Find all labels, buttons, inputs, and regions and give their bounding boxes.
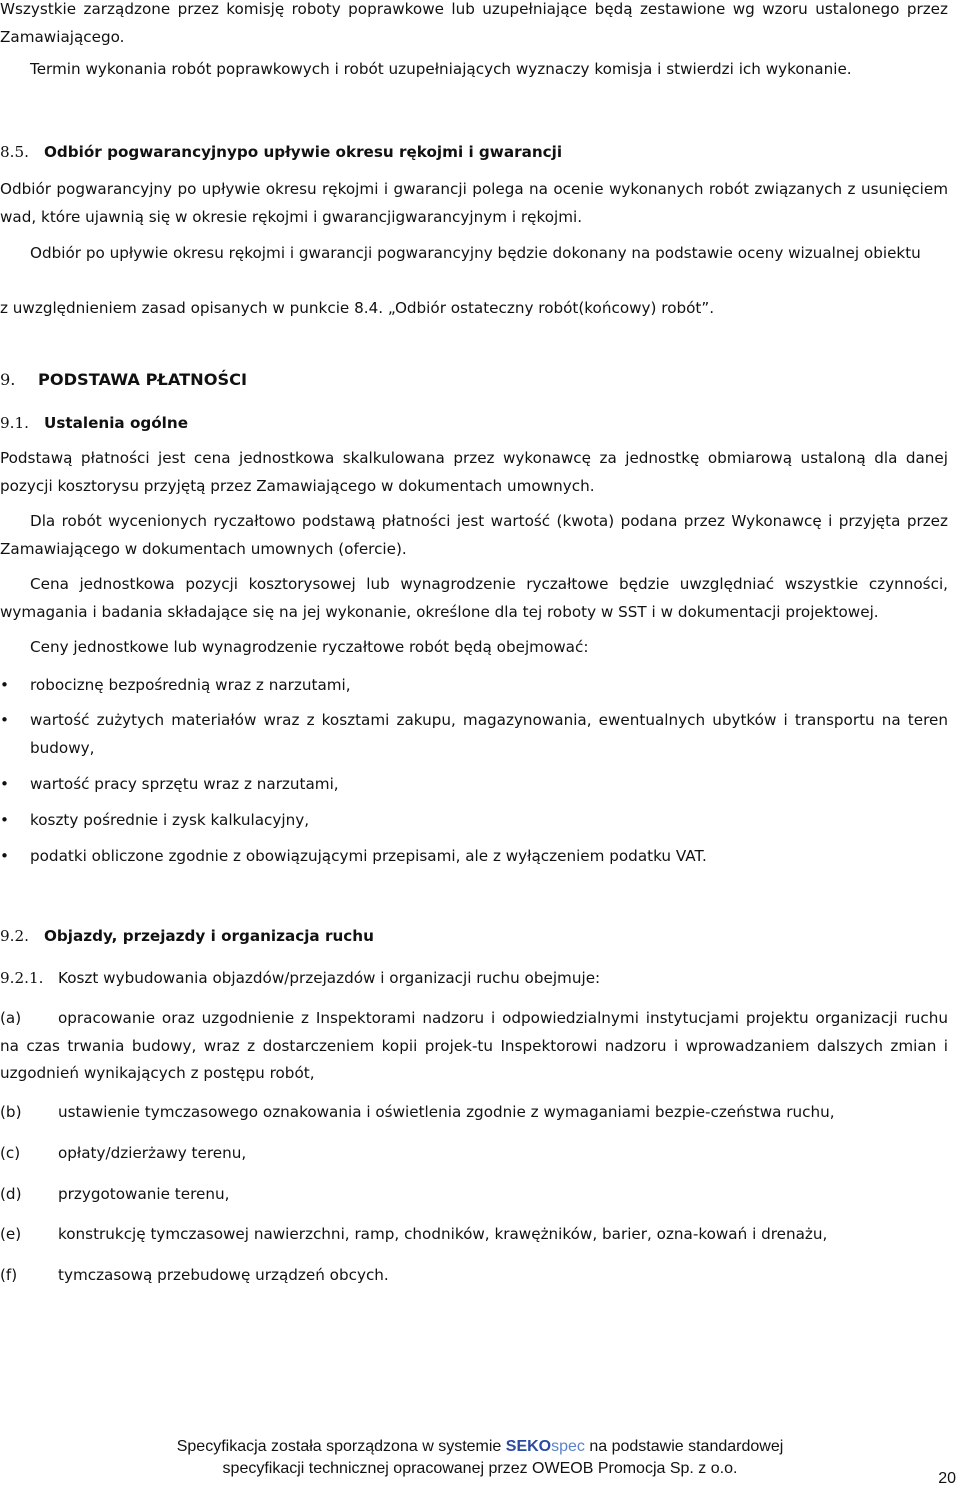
section-8-5-heading [0,139,948,167]
list-item-e [0,1221,948,1249]
list-label: (c) [0,1144,21,1162]
list-text: przygotowanie terenu, [58,1185,230,1203]
bullet-text: wartość pracy sprzętu wraz z narzutami, [30,775,339,793]
section-8-5-paragraph-1: Odbiór pogwarancyjny po upływie okresu rękojmi i gwarancji polega na ocenie wykonanych robót związanych z usunięciem wad, które ujawnią się w okresie rękojmi i gwarancjigwarancyjnym i rękojmi. [0,180,948,226]
bullet-text: wartość zużytych materiałów wraz z kosztami zakupu, magazynowania, ewentualnych ubytków i transportu na teren budowy, [30,711,948,757]
section-9-1-paragraph-4: Ceny jednostkowe lub wynagrodzenie ryczałtowe robót będą obejmować: [30,638,589,656]
footer-text: na podstawie standardowej [589,1438,784,1455]
section-8-5-paragraph-2b: z uwzględnieniem zasad opisanych w punkcie 8.4. „Odbiór ostateczny robót(końcowy) robót”. [0,299,715,317]
list-item-a [0,1005,948,1088]
intro-paragraph-1: Wszystkie zarządzone przez komisję roboty poprawkowe lub uzupełniające będą zestawione wg wzoru ustalonego przez Zamawiającego. [0,0,948,46]
list-item-d [0,1181,948,1209]
section-9-1-paragraph-2: Dla robót wycenionych ryczałtowo podstawą płatności jest wartość (kwota) podana przez Wykonawcę i przyjęta przez Zamawiającego w dokumentach umownych (ofercie). [0,512,948,558]
bullet-item [0,672,948,700]
bullet-item [0,707,948,762]
section-number: 9. [0,370,16,389]
list-label: (a) [0,1009,22,1027]
bullet-item [0,843,948,871]
section-8-5-paragraph-2a: Odbiór po upływie okresu rękojmi i gwarancji pogwarancyjny będzie dokonany na podstawie oceny wizualnej obiektu [30,244,921,262]
section-number: 9.1. [0,414,29,432]
bullet-item [0,771,948,799]
sekospec-logo: SEKOspec [505,1438,585,1455]
section-9-2-1-heading [0,965,948,993]
list-item-f [0,1262,948,1290]
list-label: (b) [0,1103,22,1121]
section-number: 9.2.1. [0,969,44,987]
bullet-icon: • [0,811,9,829]
section-9-heading [0,366,948,394]
section-9-2-heading [0,923,948,951]
section-number: 8.5. [0,143,29,161]
bullet-icon: • [0,775,9,793]
page-number: 20 [938,1470,956,1487]
bullet-icon: • [0,676,9,694]
section-9-1-paragraph-3: Cena jednostkowa pozycji kosztorysowej lub wynagrodzenie ryczałtowe będzie uwzględniać wszystkie czynności, wymagania i badania składające się na jej wykonanie, określone dla tej roboty w SST i w dokumentacji projektowej. [0,575,948,621]
list-text: tymczasową przebudowę urządzeń obcych. [58,1266,389,1284]
list-label: (d) [0,1185,22,1203]
list-text: opłaty/dzierżawy terenu, [58,1144,247,1162]
list-item-b [0,1099,948,1127]
list-label: (f) [0,1266,18,1284]
footer-text: Specyfikacja została sporządzona w systemie [176,1438,502,1455]
bullet-text: koszty pośrednie i zysk kalkulacyjny, [30,811,310,829]
bullet-text: robociznę bezpośrednią wraz z narzutami, [30,676,351,694]
section-title: Ustalenia ogólne [44,414,188,432]
bullet-icon: • [0,711,9,729]
bullet-item [0,807,948,835]
list-text: ustawienie tymczasowego oznakowania i oświetlenia zgodnie z wymaganiami bezpie-czeństwa ruchu, [58,1103,835,1121]
section-number: 9.2. [0,927,29,945]
list-label: (e) [0,1225,22,1243]
bullet-text: podatki obliczone zgodnie z obowiązującymi przepisami, ale z wyłączeniem podatku VAT. [30,847,707,865]
footer-line-2: specyfikacji technicznej opracowanej przez OWEOB Promocja Sp. z o.o. [222,1460,738,1477]
list-text: konstrukcję tymczasowej nawierzchni, ramp, chodników, krawężników, barier, ozna-kowań i drenażu, [58,1225,828,1243]
section-title: Koszt wybudowania objazdów/przejazdów i organizacji ruchu obejmuje: [58,969,601,987]
section-title: Objazdy, przejazdy i organizacja ruchu [44,927,374,945]
section-title: PODSTAWA PŁATNOŚCI [38,370,248,389]
list-text: opracowanie oraz uzgodnienie z Inspektorami nadzoru i odpowiedzialnymi instytucjami projektu organizacji ruchu na czas trwania budowy, wraz z dostarczeniem kopii projek-tu Inspektorowi nadzoru i wprowadzaniem dalszych zmian i uzgodnień wynikających z postępu robót, [0,1009,948,1082]
footer-line-1 [0,1436,960,1457]
section-9-1-paragraph-1: Podstawą płatności jest cena jednostkowa skalkulowana przez wykonawcę za jednostkę obmiarową ustaloną dla danej pozycji kosztorysu przyjętą przez Zamawiającego w dokumentach umownych. [0,449,948,495]
section-title: Odbiór pogwarancyjnypo upływie okresu rękojmi i gwarancji [44,143,563,161]
list-item-c [0,1140,948,1168]
section-9-1-heading [0,410,948,438]
bullet-icon: • [0,847,9,865]
intro-paragraph-2: Termin wykonania robót poprawkowych i robót uzupełniających wyznaczy komisja i stwierdzi ich wykonanie. [30,60,852,78]
